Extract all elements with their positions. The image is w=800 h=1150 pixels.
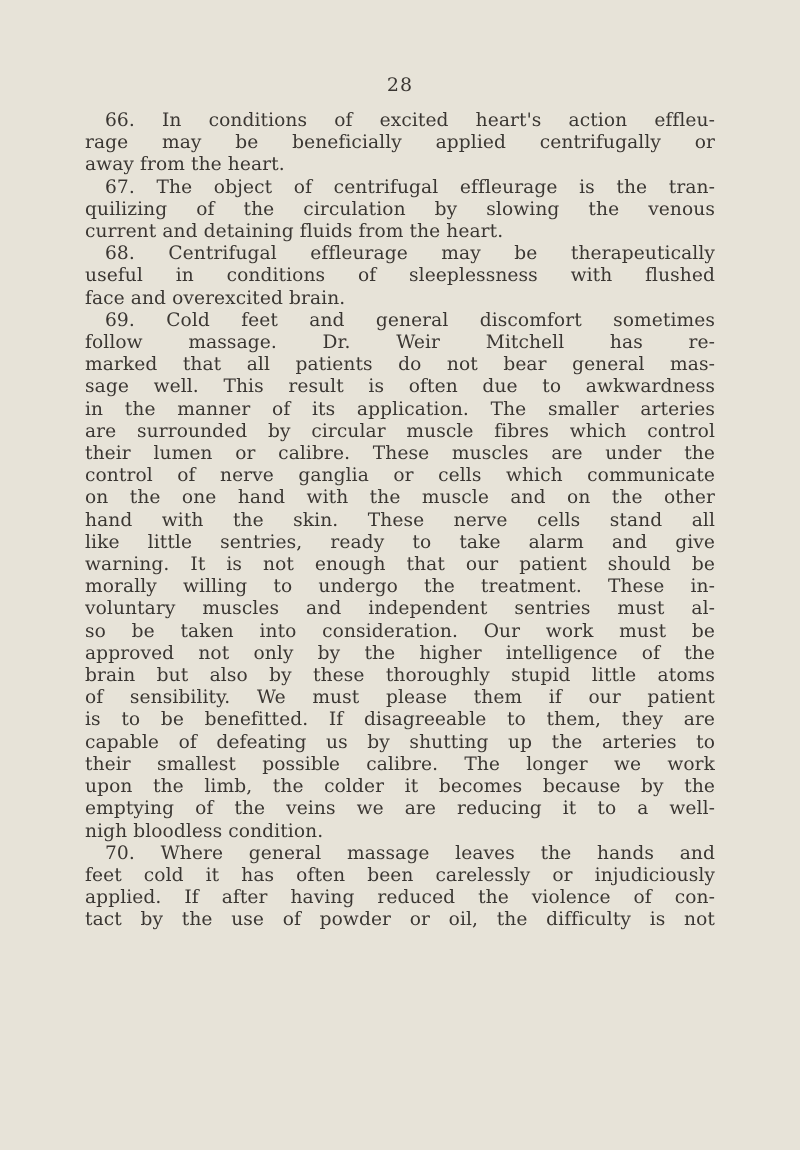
text-line: on the one hand with the muscle and on the other — [85, 487, 715, 509]
text-line: emptying of the veins we are reducing it to a well- — [85, 798, 715, 820]
text-line: rage may be beneficially applied centrifugally or — [85, 132, 715, 154]
text-line: upon the limb, the colder it becomes because by the — [85, 776, 715, 798]
text-line: voluntary muscles and independent sentries must al- — [85, 598, 715, 620]
text-line: are surrounded by circular muscle fibres which control — [85, 420, 715, 442]
text-line: current and detaining fluids from the heart. — [85, 221, 504, 243]
text-line: 66. In conditions of excited heart's action efflеu- — [105, 110, 715, 131]
text-line: face and overexcited brain. — [85, 287, 346, 309]
text-line: 70. Where general massage leaves the hands and — [105, 842, 715, 864]
text-line: marked that all patients do not bear general mas- — [85, 354, 715, 376]
text-line: hand with the skin. These nerve cells stand all — [85, 509, 715, 531]
text-line: approved not only by the higher intelligence of the — [85, 642, 715, 664]
text-line: feet cold it has often been carelessly or injudiciously — [85, 864, 715, 886]
text-line: tact by the use of powder or oil, the difficulty is not — [85, 909, 715, 931]
page-number: 28 — [386, 74, 414, 96]
text-line: their lumen or calibre. These muscles are under the — [85, 443, 715, 465]
text-line: 68. Centrifugal effleurage may be therapeutically — [105, 243, 715, 265]
text-line: 67. The object of centrifugal effleurage is the tran- — [105, 176, 715, 198]
text-line: applied. If after having reduced the violence of con- — [85, 887, 715, 909]
text-line: 69. Cold feet and general discomfort sometimes — [105, 309, 715, 331]
text-line: sage well. This result is often due to awkwardness — [85, 376, 715, 398]
text-line: is to be benefitted. If disagreeable to them, they are — [85, 709, 715, 731]
text-line: warning. It is not enough that our patient should be — [85, 554, 715, 576]
text-line: away from the heart. — [85, 154, 285, 176]
text-line: of sensibility. We must please them if our patient — [85, 687, 715, 709]
body-text — [85, 110, 715, 932]
text-line: quilizing of the circulation by slowing the venous — [85, 198, 715, 220]
text-line: useful in conditions of sleeplessness with flushed — [85, 265, 715, 287]
text-line: their smallest possible calibre. The longer we work — [85, 753, 715, 775]
text-line: morally willing to undergo the treatment. These in- — [85, 576, 715, 598]
text-line: nigh bloodless condition. — [85, 820, 324, 842]
text-line: follow massage. Dr. Weir Mitchell has re- — [85, 332, 715, 354]
text-line: brain but also by these thoroughly stupid little atoms — [85, 665, 715, 687]
text-line: like little sentries, ready to take alarm and give — [85, 531, 715, 553]
text-line: so be taken into consideration. Our work must be — [85, 620, 715, 642]
text-line: in the manner of its application. The smaller arteries — [85, 398, 715, 420]
text-line: control of nerve ganglia or cells which communicate — [85, 465, 715, 487]
text-line: capable of defeating us by shutting up the arteries to — [85, 731, 715, 753]
